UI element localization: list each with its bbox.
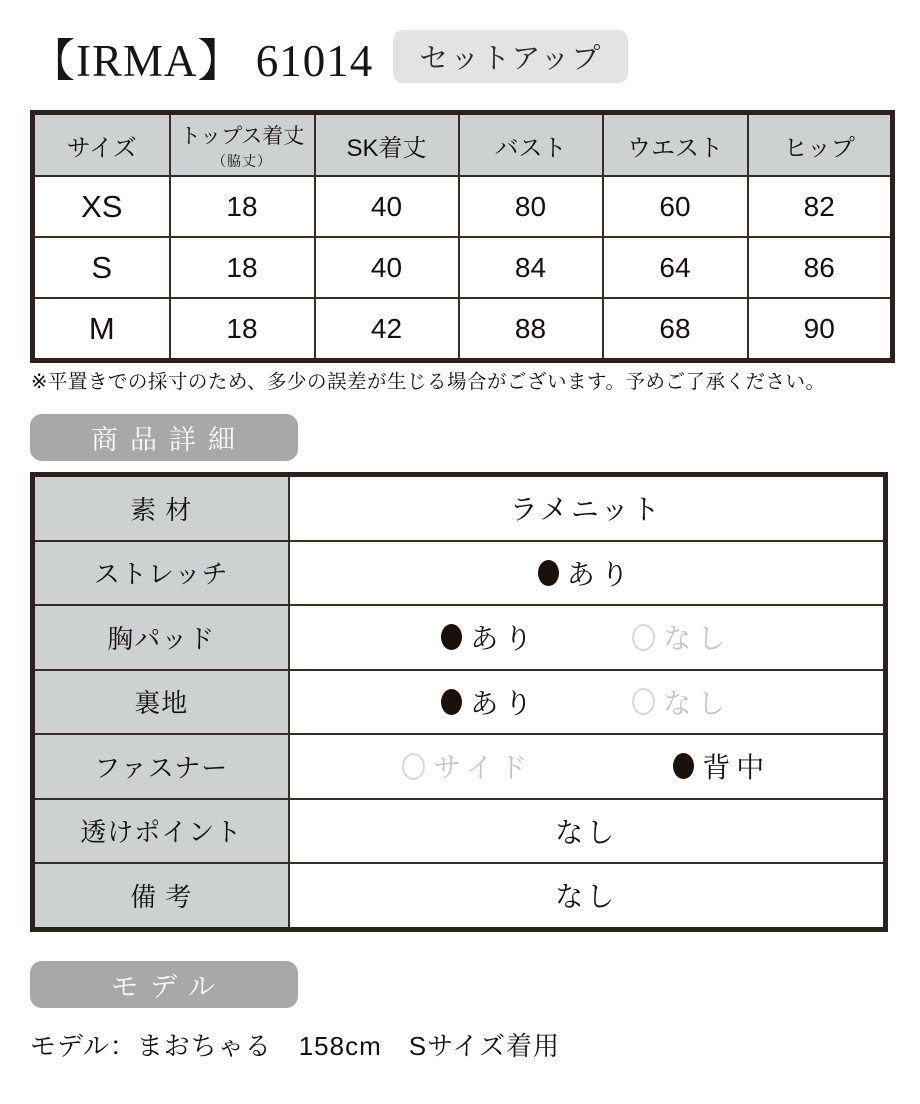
value-cell: 60: [603, 176, 748, 237]
col-header-size: サイズ: [33, 113, 170, 177]
option-selected: あり: [441, 682, 538, 722]
size-cell: M: [33, 298, 170, 361]
detail-label: 素 材: [33, 475, 289, 541]
col-header-waist: ウエスト: [603, 113, 748, 177]
col-header-tops-length: トップス着丈 （脇丈）: [170, 113, 315, 177]
selected-dot-icon: [673, 753, 694, 779]
value-cell: 84: [459, 237, 603, 298]
col-header-bust: バスト: [459, 113, 603, 177]
col-header-sk-length: SK着丈: [315, 113, 459, 177]
value-cell: 18: [170, 176, 315, 237]
product-title: 【IRMA】 61014: [30, 36, 374, 86]
size-cell: XS: [33, 176, 170, 237]
col-header-tops-length-sub: （脇丈）: [212, 152, 272, 169]
value-cell: 64: [603, 237, 748, 298]
detail-label: 胸パッド: [33, 605, 289, 670]
detail-row-remarks: [33, 863, 886, 929]
size-row-m: [33, 298, 893, 361]
unselected-circle-icon: [632, 624, 655, 651]
selected-dot-icon: [441, 624, 462, 650]
section-badge-details: 商品詳細: [30, 414, 298, 461]
measurement-note: ※平置きでの採寸のため、多少の誤差が生じる場合がございます。予めご了承ください。: [31, 371, 826, 393]
value-cell: 18: [170, 298, 315, 361]
option-unselected: サイド: [402, 746, 533, 786]
detail-row-fastener: [33, 734, 886, 799]
selected-dot-icon: [538, 560, 559, 586]
product-detail-table: [30, 472, 888, 932]
detail-value: ラメニット: [509, 494, 663, 526]
value-cell: 80: [459, 176, 603, 237]
detail-label: 裏地: [33, 670, 289, 735]
detail-value: なし: [555, 881, 618, 913]
detail-row-chest-pad: [33, 605, 886, 670]
model-info: モデル：まおちゃる 158cm Sサイズ着用: [30, 1031, 561, 1061]
size-table: [30, 110, 895, 363]
setup-badge: セットアップ: [393, 30, 628, 83]
size-cell: S: [33, 237, 170, 298]
value-cell: 42: [315, 298, 459, 361]
size-table-header-row: [33, 113, 893, 177]
detail-row-material: [33, 475, 886, 541]
value-cell: 68: [603, 298, 748, 361]
detail-label: 透けポイント: [33, 799, 289, 864]
selected-dot-icon: [441, 689, 462, 715]
detail-row-lining: [33, 670, 886, 735]
detail-value: なし: [555, 816, 618, 848]
detail-row-stretch: [33, 541, 886, 606]
value-cell: 82: [748, 176, 893, 237]
detail-label: 備 考: [33, 863, 289, 929]
detail-label: ストレッチ: [33, 541, 289, 606]
value-cell: 86: [748, 237, 893, 298]
value-cell: 88: [459, 298, 603, 361]
option-unselected: なし: [632, 682, 731, 722]
option-unselected: なし: [632, 617, 731, 657]
col-header-hip: ヒップ: [748, 113, 893, 177]
detail-row-sheer-point: [33, 799, 886, 864]
page-header: [30, 24, 628, 89]
option-selected: あり: [538, 553, 635, 593]
option-selected: 背中: [673, 746, 770, 786]
value-cell: 90: [748, 298, 893, 361]
unselected-circle-icon: [402, 753, 425, 780]
value-cell: 40: [315, 237, 459, 298]
value-cell: 18: [170, 237, 315, 298]
option-selected: あり: [441, 617, 538, 657]
value-cell: 40: [315, 176, 459, 237]
size-row-xs: [33, 176, 893, 237]
unselected-circle-icon: [632, 688, 655, 715]
detail-label: ファスナー: [33, 734, 289, 799]
section-badge-model: モデル: [30, 961, 298, 1008]
size-row-s: [33, 237, 893, 298]
